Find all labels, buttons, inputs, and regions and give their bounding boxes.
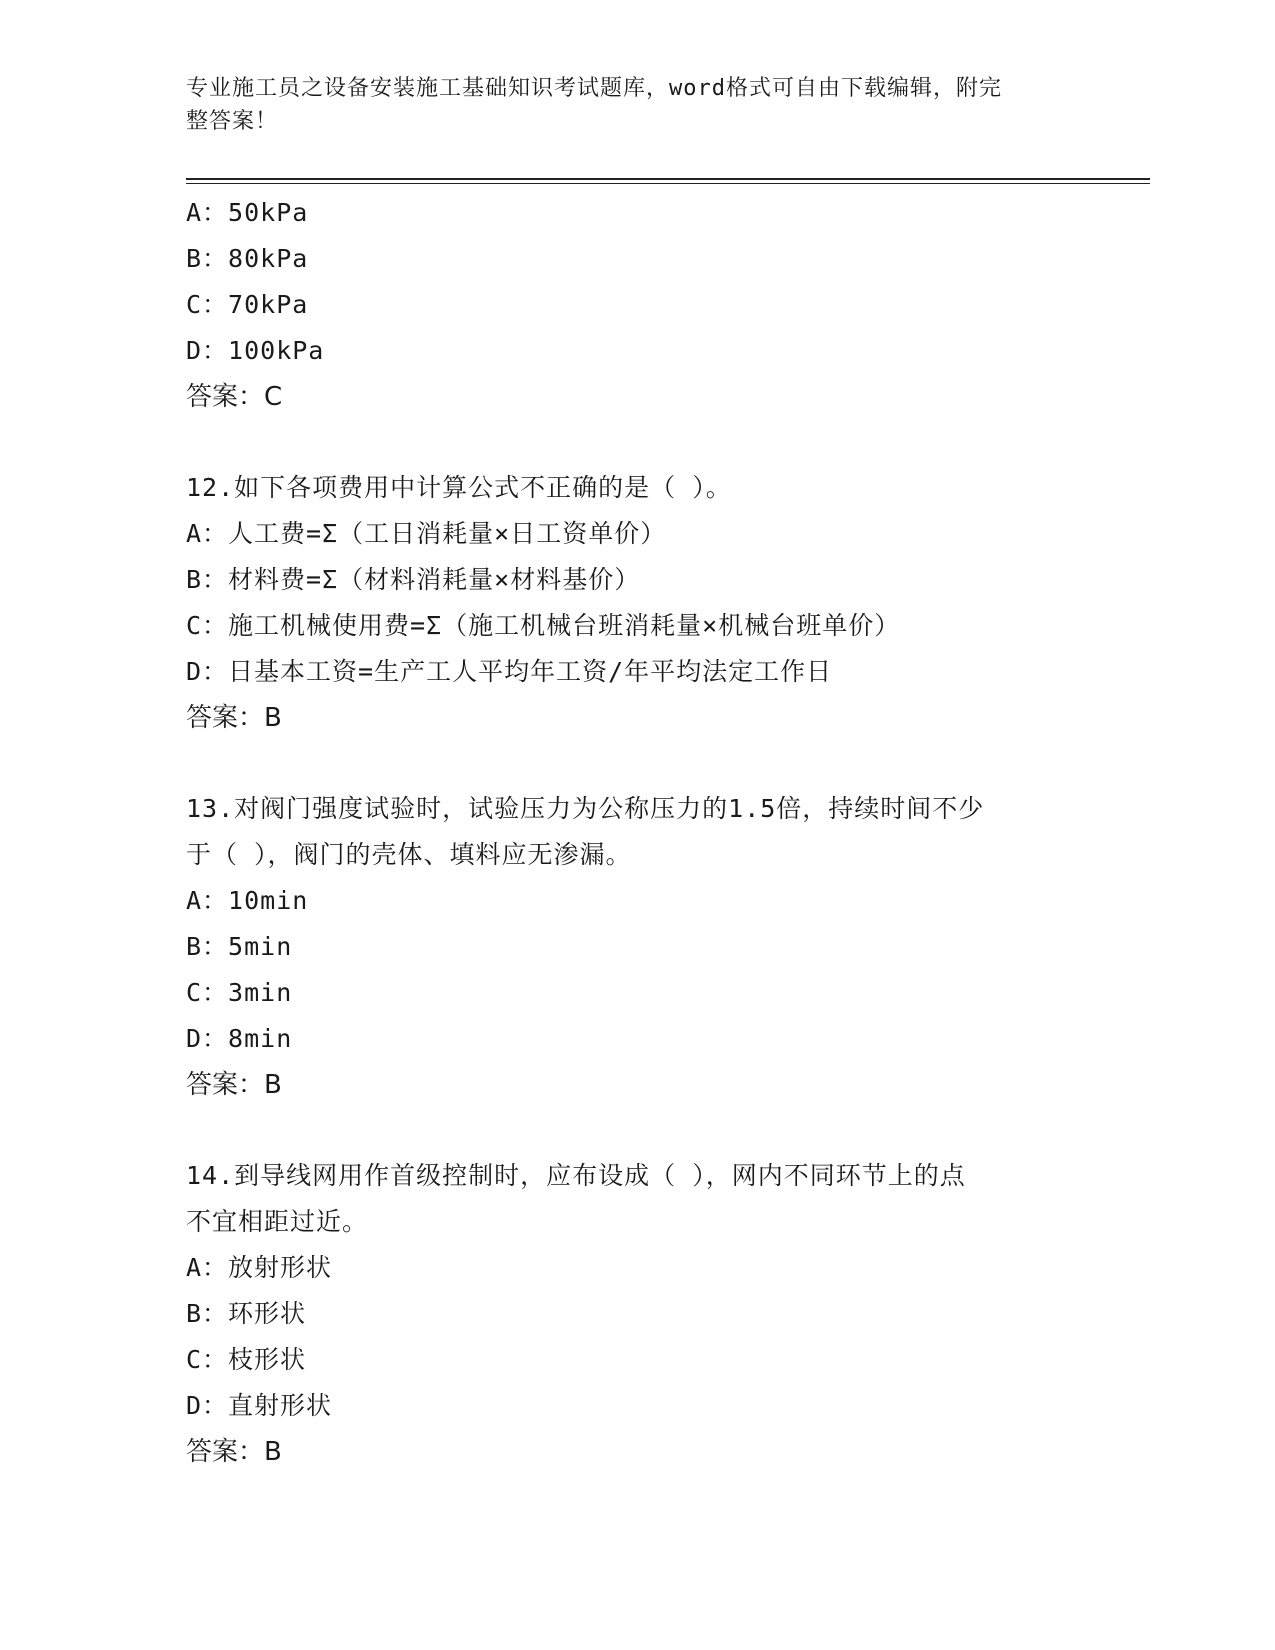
option-d: D：100kPa: [186, 336, 325, 365]
option-a: A：人工费=Σ（工日消耗量×日工资单价）: [186, 519, 667, 548]
header-line-1: 专业施工员之设备安装施工基础知识考试题库，word格式可自由下载编辑，附完: [186, 76, 1002, 101]
question-11-block: [186, 190, 1086, 420]
document-header: [186, 72, 1066, 138]
question-text-line-2: 于（ ），阀门的壳体、填料应无渗漏。: [186, 840, 632, 869]
spacer: [186, 420, 1086, 465]
question-text-line-1: 13.对阀门强度试验时，试验压力为公称压力的1.5倍，持续时间不少: [186, 794, 985, 823]
option-a: A：10min: [186, 886, 309, 915]
header-line-2: 整答案！: [186, 109, 279, 134]
answer: 答案：C: [186, 382, 283, 412]
answer: 答案：B: [186, 1070, 282, 1100]
option-d: D：直射形状: [186, 1391, 333, 1420]
header-rule-thin: [186, 183, 1150, 184]
spacer: [186, 741, 1086, 786]
option-b: B：材料费=Σ（材料消耗量×材料基价）: [186, 565, 641, 594]
option-c: C：70kPa: [186, 290, 309, 319]
option-b: B：环形状: [186, 1299, 307, 1328]
option-d: D：8min: [186, 1024, 293, 1053]
option-d: D：日基本工资=生产工人平均年工资/年平均法定工作日: [186, 657, 833, 686]
spacer: [186, 1108, 1086, 1153]
header-rule-thick: [186, 178, 1150, 180]
option-c: C：3min: [186, 978, 293, 1007]
option-c: C：枝形状: [186, 1345, 307, 1374]
answer: 答案：B: [186, 1437, 282, 1467]
question-text: 12.如下各项费用中计算公式不正确的是（ ）。: [186, 473, 732, 502]
option-b: B：5min: [186, 932, 293, 961]
option-c: C：施工机械使用费=Σ（施工机械台班消耗量×机械台班单价）: [186, 611, 901, 640]
question-13-block: [186, 786, 1086, 1108]
question-12-block: [186, 465, 1086, 741]
question-14-block: [186, 1153, 1086, 1475]
option-a: A：放射形状: [186, 1253, 333, 1282]
document-body: [186, 190, 1086, 1475]
question-text-line-1: 14.到导线网用作首级控制时，应布设成（ ），网内不同环节上的点: [186, 1161, 966, 1190]
option-a: A：50kPa: [186, 198, 309, 227]
question-text-line-2: 不宜相距过近。: [186, 1207, 369, 1236]
option-b: B：80kPa: [186, 244, 309, 273]
answer: 答案：B: [186, 703, 282, 733]
